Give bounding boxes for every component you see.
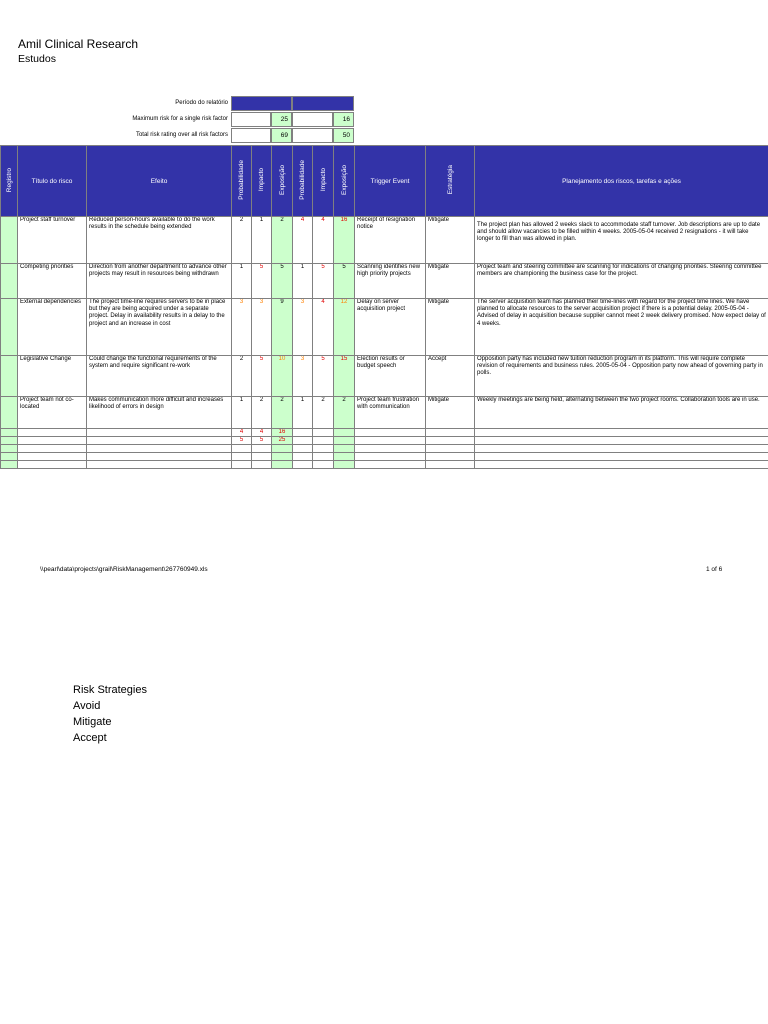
- table-row: [1, 429, 768, 437]
- impact-before-cell[interactable]: 3: [252, 299, 272, 356]
- risk-table: [0, 145, 768, 469]
- empty-cell[interactable]: [313, 445, 334, 453]
- empty-cell[interactable]: [426, 453, 475, 461]
- empty-cell[interactable]: [87, 461, 232, 469]
- empty-cell[interactable]: [18, 461, 87, 469]
- max-blank-after[interactable]: [292, 112, 333, 127]
- empty-cell[interactable]: [475, 453, 768, 461]
- probability-after-cell[interactable]: 3: [293, 356, 313, 397]
- probability-before-cell[interactable]: 5: [232, 437, 252, 445]
- row-registro-cell[interactable]: [1, 461, 18, 469]
- exposure-after-cell[interactable]: 5: [334, 264, 355, 299]
- col-impacto-2[interactable]: Impacto: [313, 146, 334, 217]
- probability-before-cell[interactable]: 3: [232, 299, 252, 356]
- trigger-cell[interactable]: Delay on server acquisition project: [355, 299, 426, 356]
- total-risk-after[interactable]: 50: [333, 128, 354, 143]
- exposure-before-cell[interactable]: 2: [272, 397, 293, 429]
- strategy-cell[interactable]: Mitigate: [426, 299, 475, 356]
- table-header-row: [1, 146, 768, 217]
- page-subtitle: Estudos: [18, 53, 56, 65]
- impact-before-cell[interactable]: 2: [252, 397, 272, 429]
- row-registro-cell[interactable]: [1, 217, 18, 264]
- empty-cell[interactable]: [293, 461, 313, 469]
- empty-cell[interactable]: [232, 461, 252, 469]
- col-impacto-1[interactable]: Impacto: [252, 146, 272, 217]
- row-registro-cell[interactable]: [1, 429, 18, 437]
- impact-before-cell[interactable]: 5: [252, 356, 272, 397]
- page-number: 1 of 6: [706, 566, 723, 573]
- empty-cell[interactable]: [313, 453, 334, 461]
- empty-cell[interactable]: [313, 461, 334, 469]
- probability-after-cell[interactable]: 3: [293, 299, 313, 356]
- probability-before-cell[interactable]: 1: [232, 397, 252, 429]
- table-row: [1, 397, 768, 429]
- empty-cell[interactable]: [426, 461, 475, 469]
- empty-cell[interactable]: [18, 429, 87, 437]
- plan-cell[interactable]: The project plan has allowed 2 weeks slack to accommodate staff turnover. Job descriptions are up to date and should allow vacancies to be filled within 4 weeks. 2005-05-04 received 2 resignations - it will take longer to fill than was allowed in plan.: [475, 217, 768, 264]
- empty-cell[interactable]: [272, 461, 293, 469]
- col-planejamento[interactable]: Planejamento dos riscos, tarefas e ações: [475, 146, 768, 217]
- empty-cell[interactable]: [355, 461, 426, 469]
- empty-cell[interactable]: [334, 453, 355, 461]
- strategy-accept: Accept: [73, 732, 107, 744]
- empty-cell[interactable]: [272, 453, 293, 461]
- col-exposicao-2[interactable]: Exposição: [334, 146, 355, 217]
- risk-title-cell[interactable]: Competing priorities: [18, 264, 87, 299]
- empty-cell[interactable]: [475, 461, 768, 469]
- row-registro-cell[interactable]: [1, 264, 18, 299]
- empty-cell[interactable]: [355, 445, 426, 453]
- empty-cell[interactable]: [18, 453, 87, 461]
- empty-cell[interactable]: [87, 429, 232, 437]
- probability-before-cell[interactable]: 1: [232, 264, 252, 299]
- probability-after-cell[interactable]: 4: [293, 217, 313, 264]
- risk-title-cell[interactable]: Legislative Change: [18, 356, 87, 397]
- exposure-before-cell[interactable]: 9: [272, 299, 293, 356]
- max-blank-before[interactable]: [231, 112, 271, 127]
- col-efeito[interactable]: Efeito: [87, 146, 232, 217]
- exposure-before-cell[interactable]: 10: [272, 356, 293, 397]
- exposure-after-cell[interactable]: 12: [334, 299, 355, 356]
- empty-cell[interactable]: [18, 437, 87, 445]
- impact-after-cell[interactable]: 4: [313, 299, 334, 356]
- empty-cell[interactable]: [355, 437, 426, 445]
- total-blank-before[interactable]: [231, 128, 271, 143]
- probability-before-cell[interactable]: 4: [232, 429, 252, 437]
- empty-cell[interactable]: [293, 437, 313, 445]
- period-value-before[interactable]: [231, 96, 292, 111]
- plan-cell[interactable]: Weekly meetings are being held, alternating between the two project rooms. Collaboration tools are in use.: [475, 397, 768, 429]
- impact-after-cell[interactable]: 5: [313, 264, 334, 299]
- exposure-before-cell[interactable]: 2: [272, 217, 293, 264]
- empty-cell[interactable]: [426, 429, 475, 437]
- empty-cell[interactable]: [475, 437, 768, 445]
- plan-cell[interactable]: Opposition party has included new tuition reduction program in its platform. This will require complete revision of requirements and business rules. 2005-05-04 - Opposition party now ahead of governing party in polls.: [475, 356, 768, 397]
- risk-title-cell[interactable]: External dependencies: [18, 299, 87, 356]
- empty-cell[interactable]: [475, 445, 768, 453]
- strategy-cell[interactable]: Mitigate: [426, 217, 475, 264]
- impact-before-cell[interactable]: 1: [252, 217, 272, 264]
- page-title: Amil Clinical Research: [18, 37, 139, 51]
- table-row: [1, 437, 768, 445]
- max-risk-label: Maximum risk for a single risk factor: [132, 116, 228, 122]
- col-estrategia[interactable]: Estratégia: [426, 146, 475, 217]
- strategy-mitigate: Mitigate: [73, 716, 112, 728]
- probability-before-cell[interactable]: 2: [232, 217, 252, 264]
- strategy-cell[interactable]: Mitigate: [426, 397, 475, 429]
- probability-after-cell[interactable]: 1: [293, 397, 313, 429]
- row-registro-cell[interactable]: [1, 437, 18, 445]
- empty-cell[interactable]: [87, 453, 232, 461]
- period-value-after[interactable]: [292, 96, 354, 111]
- risk-title-cell[interactable]: Project staff turnover: [18, 217, 87, 264]
- empty-cell[interactable]: [252, 445, 272, 453]
- empty-cell[interactable]: [232, 445, 252, 453]
- empty-cell[interactable]: [232, 453, 252, 461]
- empty-cell[interactable]: [426, 445, 475, 453]
- probability-after-cell[interactable]: 1: [293, 264, 313, 299]
- col-registro[interactable]: Registro: [1, 146, 18, 217]
- plan-cell[interactable]: Project team and steering committee are scanning for indications of changing priorities. Steering committee members are championing the business case for the project.: [475, 264, 768, 299]
- col-titulo[interactable]: Título do risco: [18, 146, 87, 217]
- empty-cell[interactable]: [293, 453, 313, 461]
- table-row: [1, 445, 768, 453]
- risk-title-cell[interactable]: Project team not co-located: [18, 397, 87, 429]
- empty-cell[interactable]: [426, 437, 475, 445]
- empty-cell[interactable]: [334, 437, 355, 445]
- empty-cell[interactable]: [334, 429, 355, 437]
- col-probabilidade-1[interactable]: Probabilidade: [232, 146, 252, 217]
- file-path: \\pearl\data\projects\grail\RiskManagement\267760949.xls: [40, 566, 208, 573]
- empty-cell[interactable]: [87, 437, 232, 445]
- plan-cell[interactable]: The server acquisition team has planned their time-lines with regard for the project time lines. We have planned to allocate resources to the server acquisition project if there is a potential delay. 2005-05-04 - Advised of delay in acquisition because supplier cannot meet 2 week delivery promised. Now expect delay of 4 weeks.: [475, 299, 768, 356]
- table-row: [1, 264, 768, 299]
- exposure-after-cell[interactable]: 2: [334, 397, 355, 429]
- impact-after-cell[interactable]: 2: [313, 397, 334, 429]
- row-registro-cell[interactable]: [1, 299, 18, 356]
- empty-cell[interactable]: [334, 445, 355, 453]
- risk-strategies-list: [73, 682, 147, 746]
- empty-cell[interactable]: [18, 445, 87, 453]
- impact-before-cell[interactable]: 5: [252, 264, 272, 299]
- period-label: Período do relatório: [175, 100, 228, 106]
- col-exposicao-1[interactable]: Exposição: [272, 146, 293, 217]
- risk-effect-cell[interactable]: Could change the functional requirements of the system and require significant re-work: [87, 356, 232, 397]
- max-risk-after[interactable]: 16: [333, 112, 354, 127]
- trigger-cell[interactable]: Project team frustration with communication: [355, 397, 426, 429]
- impact-after-cell[interactable]: 5: [313, 356, 334, 397]
- row-registro-cell[interactable]: [1, 453, 18, 461]
- table-row: [1, 299, 768, 356]
- empty-cell[interactable]: [87, 445, 232, 453]
- impact-before-cell[interactable]: 4: [252, 429, 272, 437]
- strategy-cell[interactable]: Accept: [426, 356, 475, 397]
- trigger-cell[interactable]: Scanning identifies new high priority projects: [355, 264, 426, 299]
- col-trigger[interactable]: Trigger Event: [355, 146, 426, 217]
- row-registro-cell[interactable]: [1, 397, 18, 429]
- strategy-avoid: Avoid: [73, 700, 101, 712]
- trigger-cell[interactable]: Election results or budget speech: [355, 356, 426, 397]
- risk-effect-cell[interactable]: The project time-line requires servers to be in place but they are being acquired under a separate project. Delay in availability results in a delay to the project and an increase in cost: [87, 299, 232, 356]
- probability-before-cell[interactable]: 2: [232, 356, 252, 397]
- max-risk-before[interactable]: 25: [271, 112, 292, 127]
- exposure-before-cell[interactable]: 5: [272, 264, 293, 299]
- empty-cell[interactable]: [313, 429, 334, 437]
- empty-cell[interactable]: [355, 429, 426, 437]
- empty-cell[interactable]: [355, 453, 426, 461]
- risk-effect-cell[interactable]: Reduced person-hours available to do the work results in the schedule being extended: [87, 217, 232, 264]
- exposure-after-cell[interactable]: 16: [334, 217, 355, 264]
- row-registro-cell[interactable]: [1, 356, 18, 397]
- empty-cell[interactable]: [313, 437, 334, 445]
- risk-effect-cell[interactable]: Makes communication more difficult and increases likelihood of errors in design: [87, 397, 232, 429]
- empty-cell[interactable]: [272, 445, 293, 453]
- table-row: [1, 356, 768, 397]
- exposure-after-cell[interactable]: 15: [334, 356, 355, 397]
- impact-after-cell[interactable]: 4: [313, 217, 334, 264]
- total-risk-label: Total risk rating over all risk factors: [135, 132, 228, 138]
- exposure-before-cell[interactable]: 25: [272, 437, 293, 445]
- empty-cell[interactable]: [252, 453, 272, 461]
- strategy-cell[interactable]: Mitigate: [426, 264, 475, 299]
- empty-cell[interactable]: [252, 461, 272, 469]
- impact-before-cell[interactable]: 5: [252, 437, 272, 445]
- empty-cell[interactable]: [475, 429, 768, 437]
- table-row: [1, 453, 768, 461]
- risk-effect-cell[interactable]: Direction from another department to advance other projects may result in resources being withdrawn: [87, 264, 232, 299]
- empty-cell[interactable]: [334, 461, 355, 469]
- table-row: [1, 461, 768, 469]
- row-registro-cell[interactable]: [1, 445, 18, 453]
- risk-strategies-heading: Risk Strategies: [73, 684, 147, 696]
- exposure-before-cell[interactable]: 16: [272, 429, 293, 437]
- total-risk-before[interactable]: 69: [271, 128, 292, 143]
- trigger-cell[interactable]: Receipt of resignation notice: [355, 217, 426, 264]
- empty-cell[interactable]: [293, 445, 313, 453]
- total-blank-after[interactable]: [292, 128, 333, 143]
- empty-cell[interactable]: [293, 429, 313, 437]
- table-row: [1, 217, 768, 264]
- col-probabilidade-2[interactable]: Probabilidade: [293, 146, 313, 217]
